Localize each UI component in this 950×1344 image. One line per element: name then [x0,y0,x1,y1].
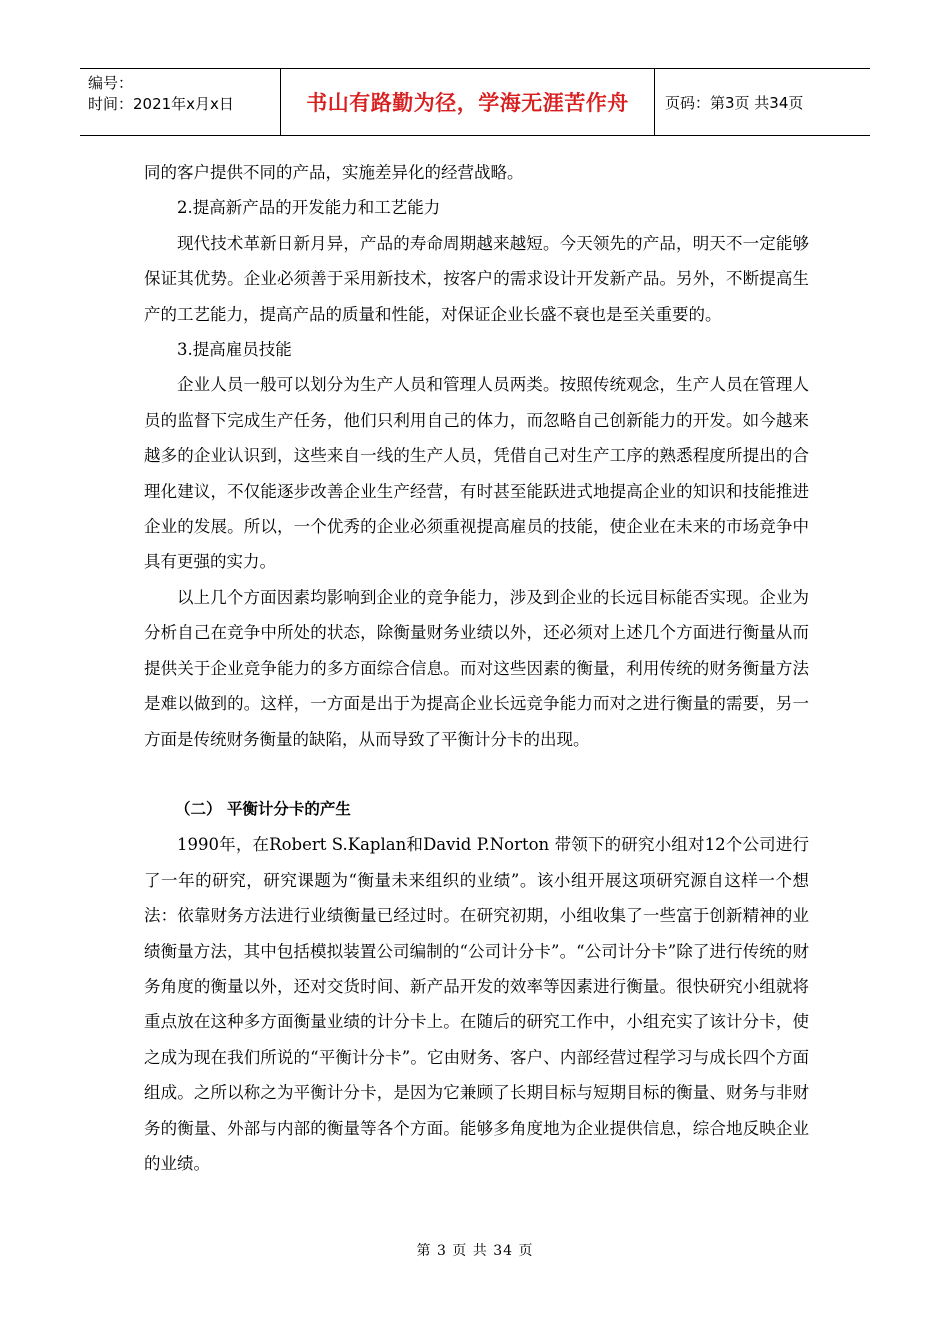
page-footer: 第 3 页 共 34 页 [416,1243,534,1259]
page-header [80,68,870,136]
paragraph-new-product: 现代技术革新日新月异，产品的寿命周期越来越短。今天领先的产品，明天不一定能够保证其优势。企业必须善于采用新技术，按客户的需求设计开发新产品。另外，不断提高生产的工艺能力，提高产品的质量和性能，对保证企业长盛不衰也是至关重要的。 [144,233,809,324]
paragraph-competitiveness: 以上几个方面因素均影响到企业的竞争能力，涉及到企业的长远目标能否实现。企业为分析自己在竞争中所处的状态，除衡量财务业绩以外，还必须对上述几个方面进行衡量从而提供关于企业竞争能力的多方面综合信息。而对这些因素的衡量，利用传统的财务衡量方法是难以做到的。这样，一方面是出于为提高企业长远竞争能力而对之进行衡量的需要，另一方面是传统财务衡量的缺陷，从而导致了平衡计分卡的出现。 [144,587,809,749]
paragraph-employee-skills: 企业人员一般可以划分为生产人员和管理人员两类。按照传统观念，生产人员在管理人员的监督下完成生产任务，他们只利用自己的体力，而忽略自己创新能力的开发。如今越来越多的企业认识到，这些来自一线的生产人员，凭借自己对生产工序的熟悉程度所提出的合理化建议，不仅能逐步改善企业生产经营，有时甚至能跃进式地提高企业的知识和技能推进企业的发展。所以，一个优秀的企业必须重视提高雇员的技能，使企业在未来的市场竞争中具有更强的实力。 [144,375,809,572]
header-motto: 书山有路勤为径，学海无涯苦作舟 [281,69,655,135]
paragraph-continuation: 同的客户提供不同的产品，实施差异化的经营战略。 [144,163,524,182]
document-body [144,155,809,1181]
subheading-new-product: 2.提高新产品的开发能力和工艺能力 [177,198,441,218]
section-spacer [144,757,809,792]
section-title: （二） 平衡计分卡的产生 [175,799,351,818]
paragraph-bsc-origin: 1990年，在Robert S.Kaplan和David P.Norton 带领下的研究小组对12个公司进行了一年的研究，研究课题为“衡量未来组织的业绩”。该小组开展这项研究源自这样一个想法：依靠财务方法进行业绩衡量已经过时。在研究初期，小组收集了一些富于创新精神的业绩衡量方法，其中包括模拟装置公司编制的“公司计分卡”。“公司计分卡”除了进行传统的财务角度的衡量以外，还对交货时间、新产品开发的效率等因素进行衡量。很快研究小组就将重点放在这种多方面衡量业绩的计分卡上。在随后的研究工作中，小组充实了该计分卡，使之成为现在我们所说的“平衡计分卡”。它由财务、客户、内部经营过程学习与成长四个方面组成。之所以称之为平衡计分卡，是因为它兼顾了长期目标与短期目标的衡量、财务与非财务的衡量、外部与内部的衡量等各个方面。能够多角度地为企业提供信息，综合地反映企业的业绩。 [144,835,809,1173]
document-date: 时间：2021年x月x日 [88,95,234,113]
subheading-employee-skills: 3.提高雇员技能 [177,340,292,360]
document-number-label: 编号： [88,74,134,92]
header-meta [80,69,281,135]
header-page-info: 页码：第3页 共34页 [665,93,804,112]
